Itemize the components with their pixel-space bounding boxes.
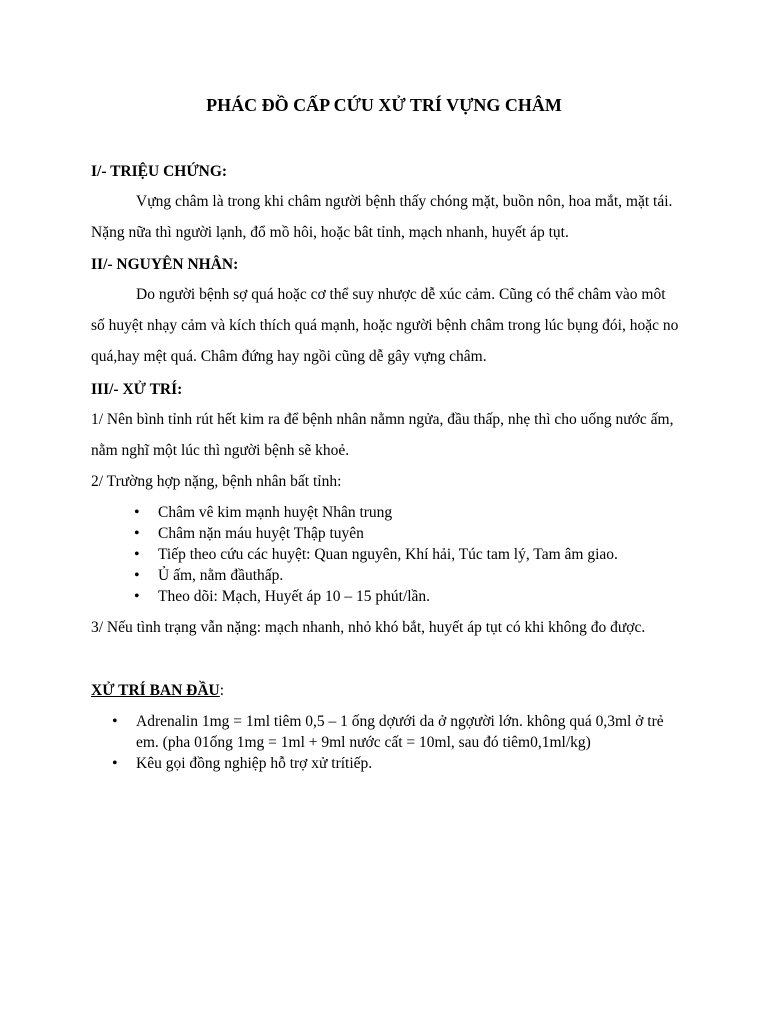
document-title: PHÁC ĐỒ CẤP CỨU XỬ TRÍ VỰNG CHÂM [206,95,562,115]
list-item: • Adrenalin 1mg = 1ml tiêm 0,5 – 1 ống dợưới da ở ngợười lớn. không quá 0,3ml ở trẻ em. (pha 01ống 1mg = 1ml + 9ml nước cất = 10ml, sau đó tiêm0,1ml/kg) [112,711,672,753]
section-text-symptoms: Vựng châm là trong khi châm người bệnh thấy chóng mặt, buồn nôn, hoa mắt, mặt tái. Nặng nữa thì người lạnh, đổ mồ hôi, hoặc bât tỉnh, mạch nhanh, huyết áp tụt. [91,193,673,241]
initial-treatment-colon: : [219,682,225,699]
list-item: • Tiếp theo cứu các huyệt: Quan nguyên, Khí hải, Túc tam lý, Tam âm giao. [134,544,694,565]
list-item: • Châm nặn máu huyệt Thập tuyên [134,523,694,544]
treatment-step-2: 2/ Trường hợp nặng, bệnh nhân bất tỉnh: [91,473,342,490]
treatment-step-3: 3/ Nếu tình trạng vẫn nặng: mạch nhanh, nhỏ khó bắt, huyết áp tụt có khi không đo được. [91,619,646,636]
list-item: • Ủ ấm, nằm đầuthấp. [134,565,694,586]
treatment-step-2-list [134,502,694,607]
section-heading-causes: II/- NGUYÊN NHÂN: [91,256,239,273]
list-item: • Kêu gọi đồng nghiệp hỗ trợ xử trítiếp. [112,753,672,774]
section-heading-symptoms: I/- TRIỆU CHỨNG: [91,163,228,180]
initial-treatment-heading [91,681,224,701]
list-item: • Châm vê kim mạnh huyệt Nhân trung [134,502,694,523]
list-item: • Theo dõi: Mạch, Huyết áp 10 – 15 phút/lần. [134,586,694,607]
treatment-step-1: 1/ Nên bình tỉnh rút hết kim ra để bệnh nhân nằmn ngửa, đầu thấp, nhẹ thì cho uống nước ấm, nằm nghĩ một lúc thì người bệnh sẽ khoẻ. [91,411,674,459]
section-text-causes: Do người bệnh sợ quá hoặc cơ thể suy nhược dễ xúc cảm. Cũng có thể châm vào môt số huyệt nhạy cảm và kích thích quá mạnh, hoặc người bệnh châm trong lúc bụng đói, hoặc no quá,hay mệt quá. Châm đứng hay ngồi cũng dễ gây vựng châm. [91,286,679,365]
section-heading-treatment: III/- XỬ TRÍ: [91,381,183,398]
initial-treatment-title: XỬ TRÍ BAN ĐẦU [91,682,220,699]
initial-treatment-list [112,711,672,774]
